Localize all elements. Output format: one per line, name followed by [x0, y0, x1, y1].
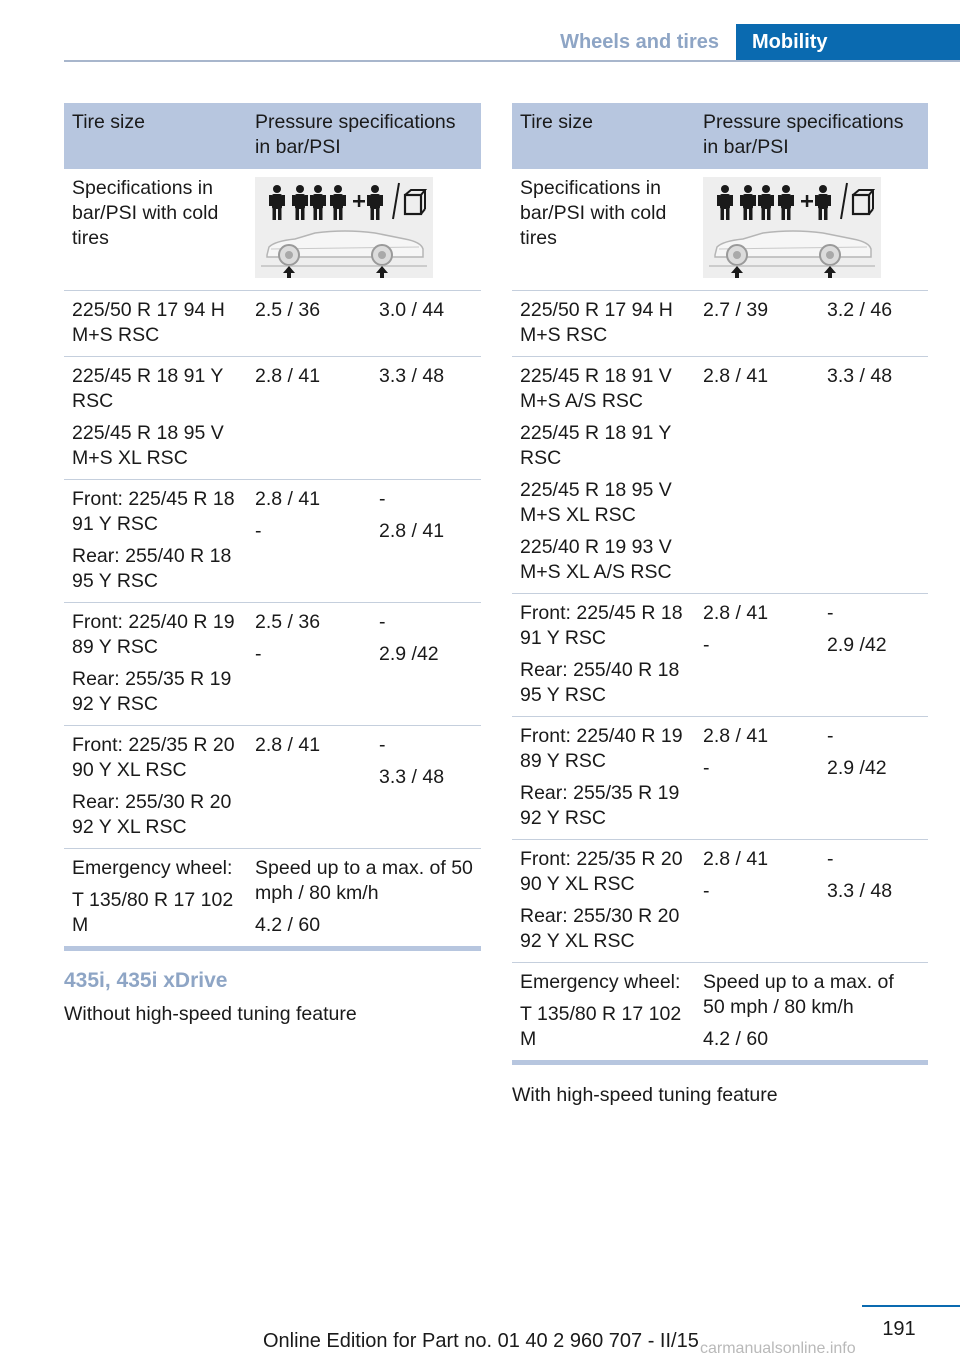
tire-size: Rear: 255/30 R 20 92 Y XL RSC: [520, 905, 680, 952]
tire-size: 225/50 R 17 94 H M+S RSC: [72, 299, 225, 346]
pressure-value: 2.8 / 41: [703, 848, 769, 870]
pressure-value: -: [827, 848, 834, 870]
pressure-cell-full-load: [819, 357, 928, 593]
pressure-value: -: [827, 725, 834, 747]
tire-size: Front: 225/35 R 20 90 Y XL RSC: [72, 734, 235, 781]
tire-size: Front: 225/40 R 19 89 Y RSC: [520, 725, 683, 772]
pressure-cell-full-load: [819, 594, 928, 716]
header-chapter-tab: Mobility: [736, 24, 960, 61]
table-header-row: [512, 103, 928, 169]
pressure-value: -: [703, 880, 710, 902]
pressure-cell-normal-load: [695, 357, 819, 593]
emergency-wheel-size: T 135/80 R 17 102 M: [520, 1003, 682, 1050]
tire-pressure-table-right: [512, 103, 928, 1065]
pressure-cell-full-load: [371, 603, 481, 725]
load-diagram: [695, 169, 928, 290]
header-section-title: Wheels and tires: [560, 31, 719, 53]
table-row: [64, 603, 481, 726]
pressure-value: -: [827, 602, 834, 624]
pressure-value: 2.8 / 41: [255, 734, 321, 756]
pressure-cell-normal-load: [695, 840, 819, 962]
pressure-value: 2.5 / 36: [255, 611, 321, 633]
header-pressure-spec: Pressure specifications in bar/PSI: [255, 111, 456, 158]
pressure-value: -: [379, 734, 386, 756]
tire-size: 225/50 R 17 94 H M+S RSC: [520, 299, 673, 346]
pressure-value: -: [379, 611, 386, 633]
pressure-value: 3.3 / 48: [379, 766, 445, 788]
pressure-value: 2.8 / 41: [255, 365, 321, 387]
pressure-cell-full-load: [819, 291, 928, 356]
tire-size: Rear: 255/35 R 19 92 Y RSC: [520, 782, 680, 829]
pressure-cell-normal-load: [247, 357, 371, 479]
tire-size: Front: 225/35 R 20 90 Y XL RSC: [520, 848, 683, 895]
pressure-value: 3.3 / 48: [827, 365, 893, 387]
header-tire-size: Tire size: [520, 111, 593, 133]
pressure-value: -: [703, 757, 710, 779]
pressure-value: 2.9 /42: [827, 757, 887, 779]
header-pressure-spec: Pressure specifications in bar/PSI: [703, 111, 904, 158]
emergency-wheel-size: T 135/80 R 17 102 M: [72, 889, 234, 936]
table-row: [512, 594, 928, 717]
tire-size-cell: [512, 291, 695, 356]
tire-size-cell: [64, 480, 247, 602]
tire-size: Rear: 255/35 R 19 92 Y RSC: [72, 668, 232, 715]
tire-size: Rear: 255/40 R 18 95 Y RSC: [520, 659, 680, 706]
pressure-cell-normal-load: [247, 291, 371, 356]
pressure-value: 2.8 / 41: [255, 488, 321, 510]
spec-row: [512, 169, 928, 291]
load-diagram: [247, 169, 481, 290]
emergency-wheel-info: [247, 849, 481, 946]
table-row: [512, 717, 928, 840]
model-subheading: 435i, 435i xDrive: [64, 969, 228, 992]
tire-size-cell: [64, 726, 247, 848]
tire-size-cell: [512, 840, 695, 962]
spec-label: Specifications in bar/PSI with cold tires: [520, 177, 667, 249]
pressure-cell-normal-load: [247, 480, 371, 602]
pressure-cell-full-load: [819, 840, 928, 962]
emergency-wheel-info: [695, 963, 928, 1060]
pressure-cell-full-load: [371, 726, 481, 848]
emergency-speed-limit: Speed up to a max. of 50 mph / 80 km/h: [255, 857, 473, 904]
edition-line: Online Edition for Part no. 01 40 2 960 707 - II/15: [263, 1330, 699, 1352]
pressure-value: -: [379, 488, 386, 510]
emergency-wheel-cell: [64, 849, 247, 946]
table-row: [512, 357, 928, 594]
pressure-value: 3.0 / 44: [379, 299, 445, 321]
load-diagram-icon: [703, 177, 881, 278]
pressure-value: 2.7 / 39: [703, 299, 769, 321]
pressure-value: 2.8 / 41: [703, 602, 769, 624]
emergency-wheel-row: [512, 963, 928, 1065]
tire-size-cell: [64, 603, 247, 725]
tire-size: 225/45 R 18 95 V M+S XL RSC: [520, 479, 672, 526]
table-row: [64, 726, 481, 849]
pressure-value: -: [255, 643, 262, 665]
emergency-wheel-cell: [512, 963, 695, 1060]
spec-label: Specifications in bar/PSI with cold tires: [72, 177, 219, 249]
footer-rule: [862, 1305, 960, 1307]
pressure-cell-full-load: [819, 717, 928, 839]
tire-size-cell: [512, 357, 695, 593]
pressure-value: 2.8 / 41: [379, 520, 445, 542]
pressure-value: 3.3 / 48: [379, 365, 445, 387]
tire-size: Front: 225/45 R 18 91 Y RSC: [520, 602, 683, 649]
pressure-cell-full-load: [371, 480, 481, 602]
header-tire-size: Tire size: [72, 111, 145, 133]
pressure-value: 2.8 / 41: [703, 725, 769, 747]
tire-size: Rear: 255/30 R 20 92 Y XL RSC: [72, 791, 232, 838]
tire-pressure-table-left: [64, 103, 481, 951]
tire-size: Rear: 255/40 R 18 95 Y RSC: [72, 545, 232, 592]
pressure-cell-normal-load: [247, 603, 371, 725]
table-row: [512, 291, 928, 357]
page-number: 191: [882, 1318, 916, 1340]
pressure-value: 2.8 / 41: [703, 365, 769, 387]
load-diagram-icon: [255, 177, 433, 278]
spec-row: [64, 169, 481, 291]
pressure-value: 2.9 /42: [827, 634, 887, 656]
tire-size-cell: [512, 717, 695, 839]
emergency-wheel-label: Emergency wheel:: [72, 857, 233, 879]
watermark: carmanualsonline.info: [700, 1340, 856, 1357]
emergency-wheel-label: Emergency wheel:: [520, 971, 681, 993]
pressure-cell-full-load: [371, 291, 481, 356]
pressure-value: 3.2 / 46: [827, 299, 893, 321]
tire-size: Front: 225/45 R 18 91 Y RSC: [72, 488, 235, 535]
pressure-cell-normal-load: [247, 726, 371, 848]
tire-size-cell: [512, 594, 695, 716]
tire-size-cell: [64, 291, 247, 356]
pressure-cell-normal-load: [695, 594, 819, 716]
table-row: [64, 291, 481, 357]
table-header-row: [64, 103, 481, 169]
header-rule: [64, 60, 960, 62]
emergency-pressure: 4.2 / 60: [255, 914, 321, 936]
pressure-cell-normal-load: [695, 291, 819, 356]
table-row: [512, 840, 928, 963]
tire-size: Front: 225/40 R 19 89 Y RSC: [72, 611, 235, 658]
pressure-value: 3.3 / 48: [827, 880, 893, 902]
tire-size: 225/45 R 18 91 Y RSC: [520, 422, 672, 469]
pressure-value: 2.9 /42: [379, 643, 439, 665]
tire-size: 225/40 R 19 93 V M+S XL A/S RSC: [520, 536, 672, 583]
pressure-value: -: [255, 520, 262, 542]
emergency-pressure: 4.2 / 60: [703, 1028, 769, 1050]
tire-size: 225/45 R 18 95 V M+S XL RSC: [72, 422, 224, 469]
left-caption: Without high-speed tuning feature: [64, 1003, 357, 1025]
pressure-value: 2.5 / 36: [255, 299, 321, 321]
table-row: [64, 480, 481, 603]
tire-size-cell: [64, 357, 247, 479]
pressure-cell-full-load: [371, 357, 481, 479]
emergency-speed-limit: Speed up to a max. of 50 mph / 80 km/h: [703, 971, 894, 1018]
pressure-value: -: [703, 634, 710, 656]
pressure-cell-normal-load: [695, 717, 819, 839]
emergency-wheel-row: [64, 849, 481, 951]
tire-size: 225/45 R 18 91 V M+S A/S RSC: [520, 365, 672, 412]
tire-size: 225/45 R 18 91 Y RSC: [72, 365, 224, 412]
table-row: [64, 357, 481, 480]
right-caption: With high-speed tuning feature: [512, 1084, 778, 1106]
